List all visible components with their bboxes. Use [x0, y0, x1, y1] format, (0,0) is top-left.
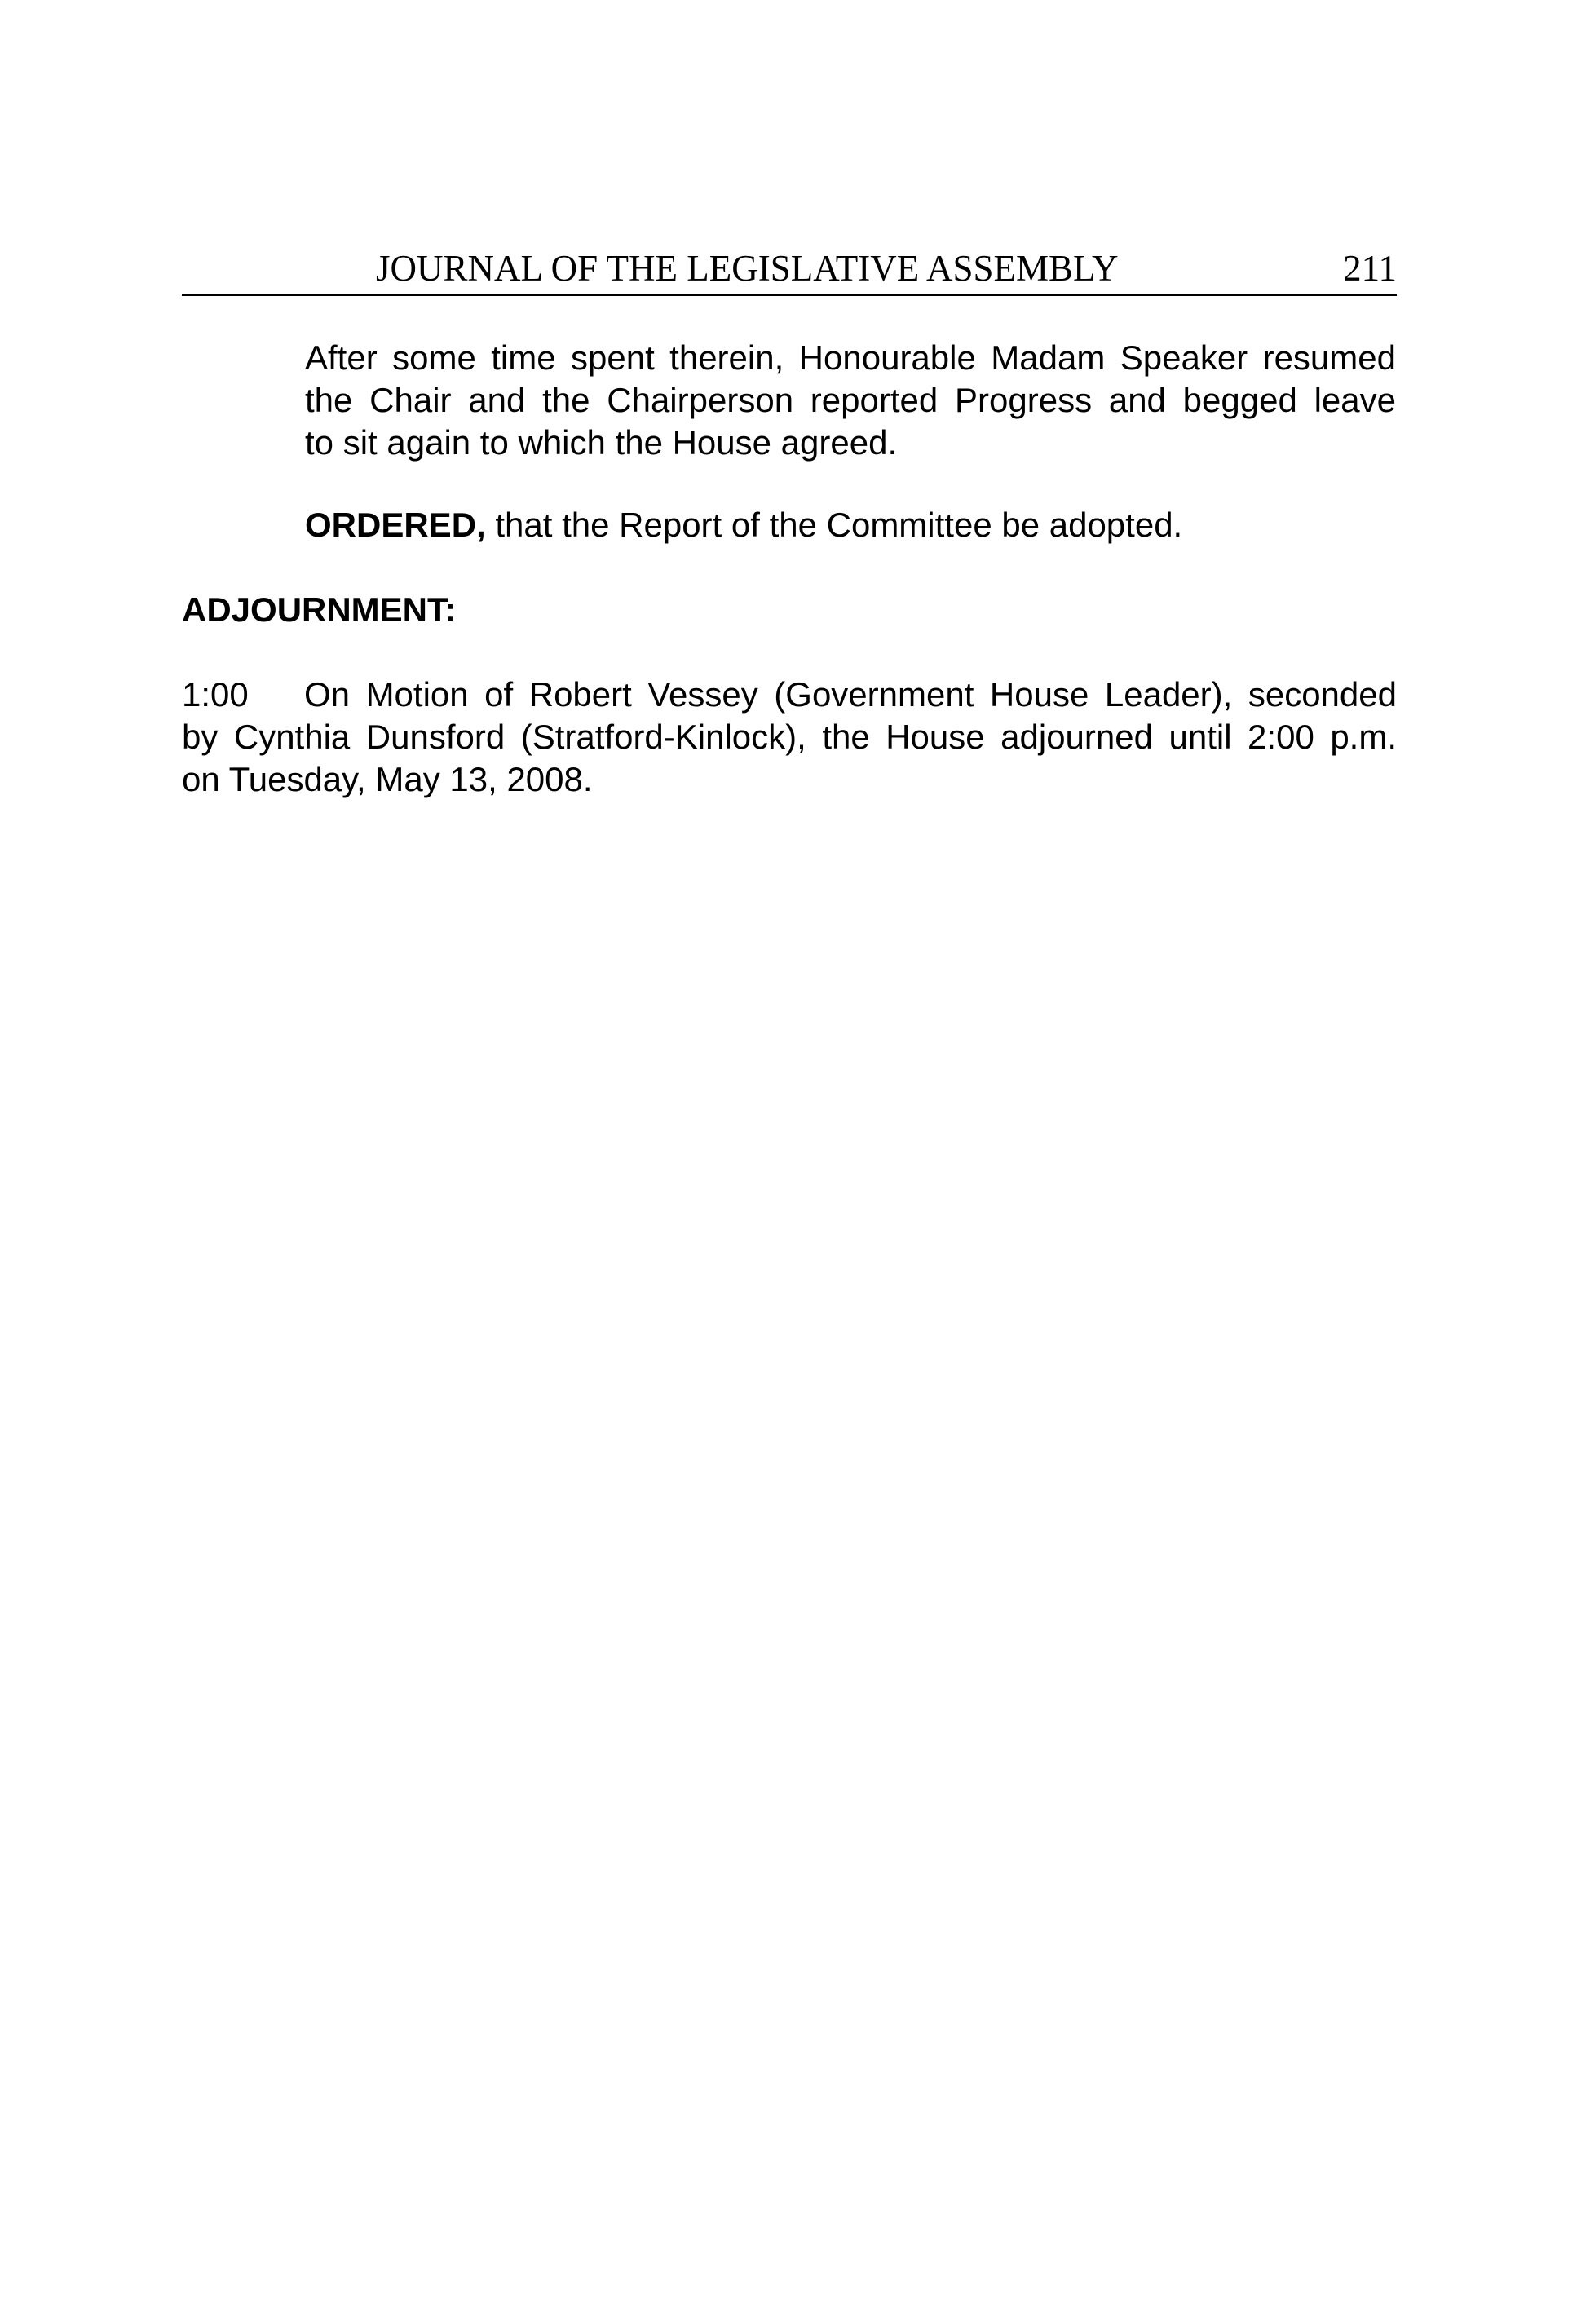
adjournment-paragraph: [182, 674, 1397, 801]
paragraph-line: to sit again to which the House agreed.: [305, 423, 898, 462]
adjournment-time: 1:00: [182, 675, 249, 714]
ordered-paragraph: [305, 504, 1396, 546]
page-number: 211: [1343, 248, 1397, 289]
ordered-text: that the Report of the Committee be adopted.: [485, 506, 1183, 544]
journal-title: JOURNAL OF THE LEGISLATIVE ASSEMBLY: [376, 248, 1119, 289]
paragraph-line: on Tuesday, May 13, 2008.: [182, 760, 593, 798]
page-header: [182, 243, 1397, 296]
paragraph-line: by Cynthia Dunsford (Stratford-Kinlock), the House adjourned until 2:00 p.m.: [182, 718, 1397, 756]
committee-progress-paragraph: [305, 337, 1396, 464]
paragraph-line: After some time spent therein, Honourable Madam Speaker resumed: [305, 338, 1396, 377]
ordered-label: ORDERED,: [305, 506, 486, 544]
adjournment-heading: ADJOURNMENT:: [182, 590, 456, 629]
paragraph-line: the Chair and the Chairperson reported Progress and begged leave: [305, 381, 1396, 419]
paragraph-line: On Motion of Robert Vessey (Government House Leader), seconded: [304, 675, 1397, 714]
adjournment-first-line: [182, 674, 1397, 716]
